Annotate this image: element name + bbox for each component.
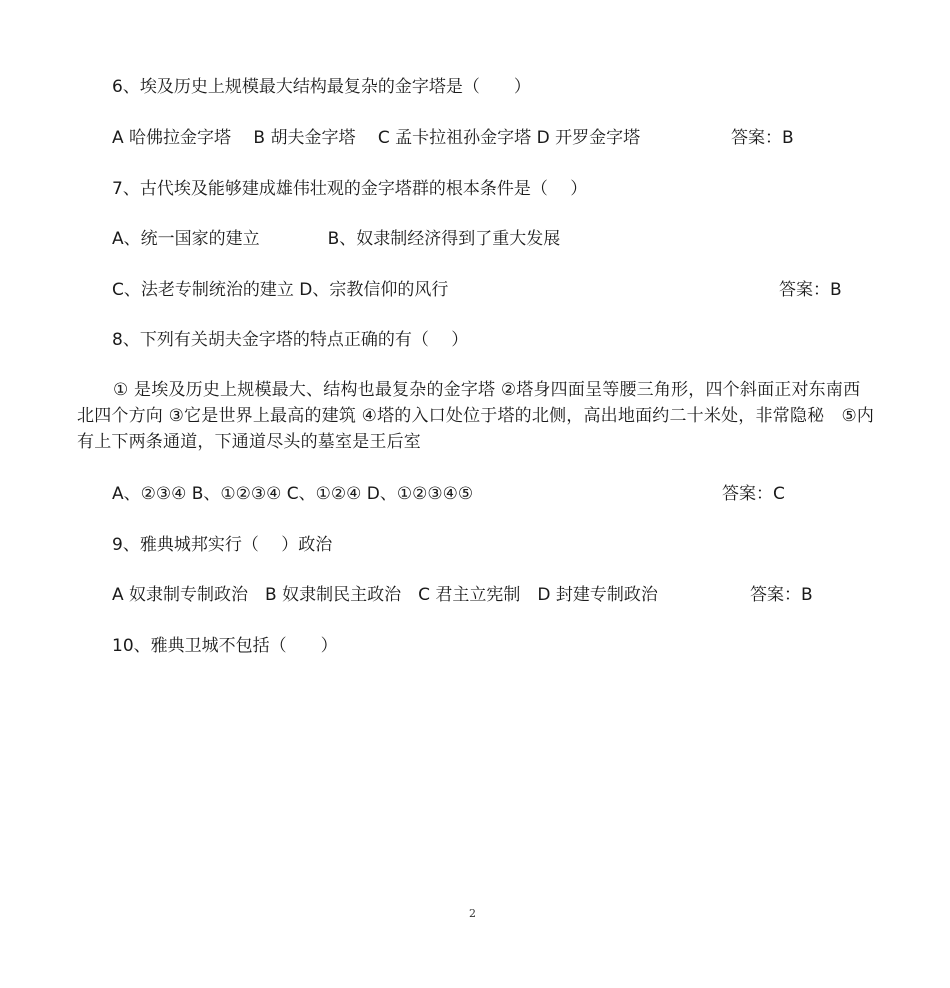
question-8-answer: 答案：C bbox=[722, 484, 785, 504]
question-6-stem: 6、埃及历史上规模最大结构最复杂的金字塔是（ ） bbox=[112, 77, 531, 97]
question-7-stem: 7、古代埃及能够建成雄伟壮观的金字塔群的根本条件是（ ） bbox=[112, 179, 588, 199]
question-8-options: A、②③④ B、①②③④ C、①②④ D、①②③④⑤ bbox=[112, 484, 474, 504]
question-7-options-line2: C、法老专制统治的建立 D、宗教信仰的风行 bbox=[112, 280, 449, 300]
question-10-stem: 10、雅典卫城不包括（ ） bbox=[112, 636, 338, 656]
question-6-options: A 哈佛拉金字塔 B 胡夫金字塔 C 孟卡拉祖孙金字塔 D 开罗金字塔 bbox=[112, 128, 641, 148]
question-8-statements: ① 是埃及历史上规模最大、结构也最复杂的金字塔 ②塔身四面呈等腰三角形，四个斜面正对东南西北四个方向 ③它是世界上最高的建筑 ④塔的入口处位于塔的北侧，高出地面约二十米处，非常隐秘 ⑤内有上下两条通道，下通道尽头的墓室是王后室 bbox=[77, 380, 875, 452]
question-7-options-line1: A、统一国家的建立 B、奴隶制经济得到了重大发展 bbox=[112, 229, 561, 249]
question-6-answer: 答案：B bbox=[731, 128, 794, 148]
question-9-stem: 9、雅典城邦实行（ ）政治 bbox=[112, 535, 333, 555]
page-number: 2 bbox=[469, 907, 476, 920]
question-7-answer: 答案：B bbox=[779, 280, 842, 300]
question-9-options: A 奴隶制专制政治 B 奴隶制民主政治 C 君主立宪制 D 封建专制政治 bbox=[112, 585, 658, 605]
question-9-answer: 答案：B bbox=[750, 585, 813, 605]
question-8-stem: 8、下列有关胡夫金字塔的特点正确的有（ ） bbox=[112, 330, 469, 350]
